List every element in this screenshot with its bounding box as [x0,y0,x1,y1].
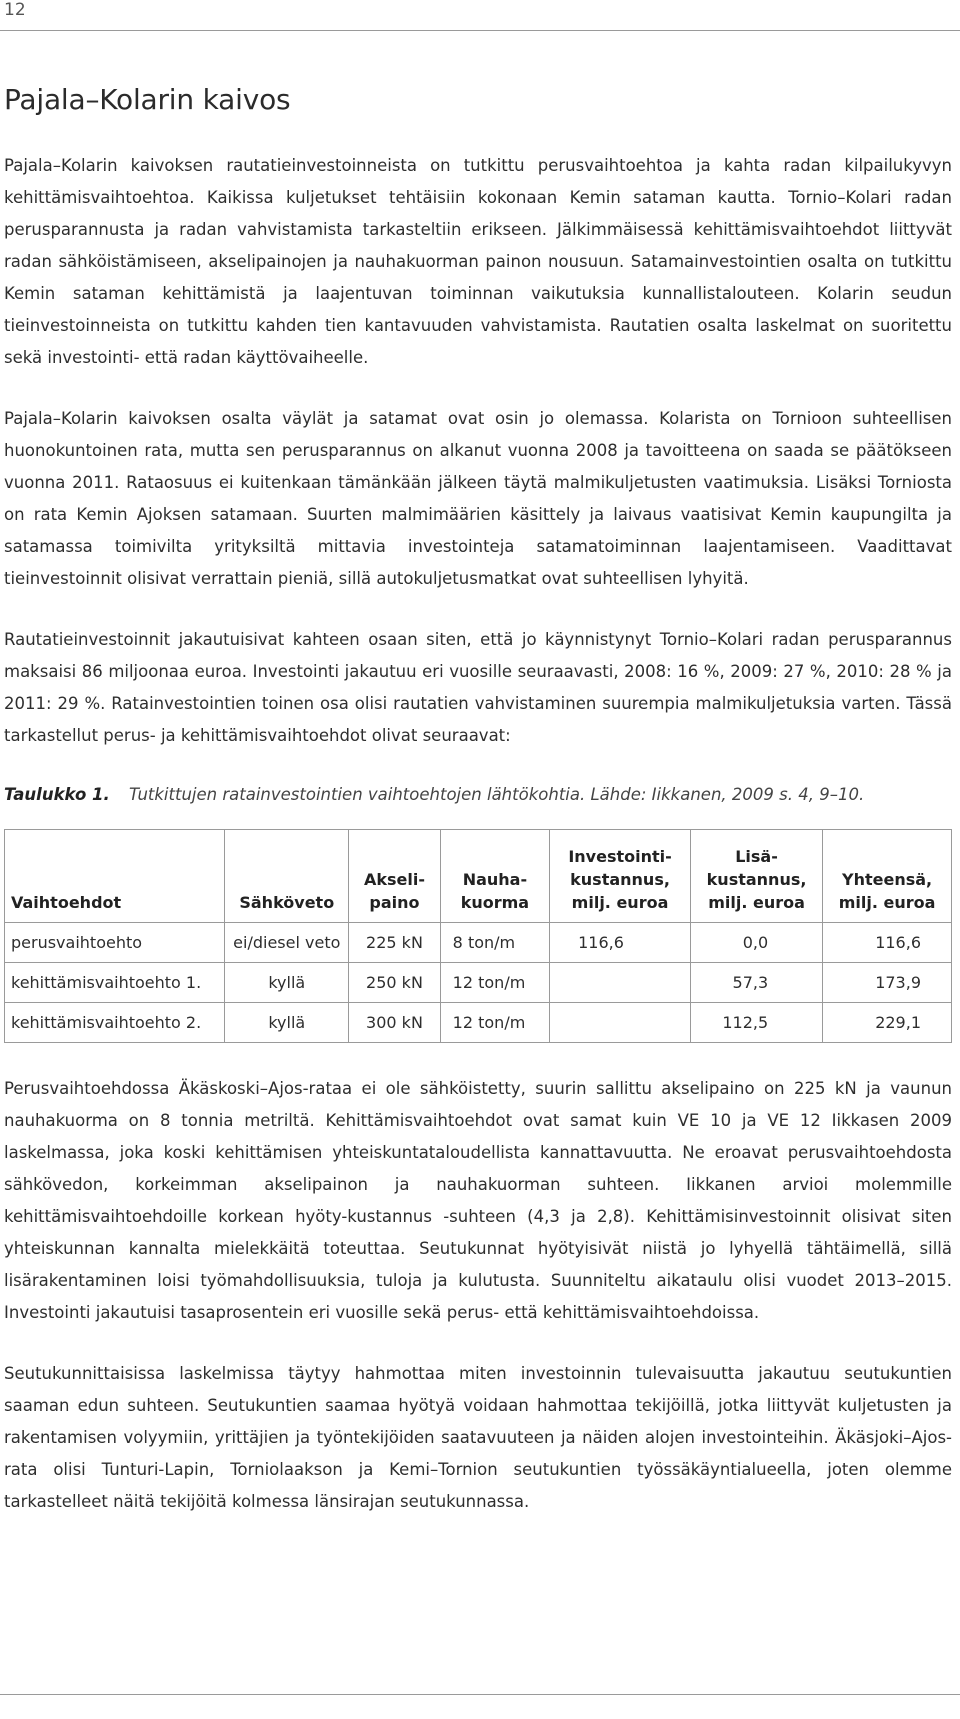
cell-axle-load: 300 kN [349,1003,440,1043]
cell-total: 116,6 [823,923,952,963]
paragraph-2: Pajala–Kolarin kaivoksen osalta väylät ja satamat ovat osin jo olemassa. Kolarista on Tornioon suhteellisen huonokuntoinen rata, mutta sen perusparannus on alkanut vuonna 2008 ja tavoitteena on saada se päätökseen vuonna 2011. Rataosuus ei kuitenkaan tämänkään jälkeen täytä malmikuljetusten vaatimuksia. Lisäksi Torniosta on rata Kemin Ajoksen satamaan. Suurten malmimäärien käsittely ja laivaus vaatisivat Kemin kaupungilta ja satamassa toimivilta yrityksiltä mittavia investointeja satamatoiminnan laajentamiseen. Vaadittavat tieinvestoinnit olisivat verrattain pieniä, sillä autokuljetusmatkat ovat suhteellisen lyhyitä. [4,409,952,588]
cell-electric: kyllä [225,1003,349,1043]
cell-additional: 112,5 [690,1003,822,1043]
bottom-divider [0,1694,960,1695]
table-caption-label: Taulukko 1. [4,785,110,804]
paragraph-5: Seutukunnittaisissa laskelmissa täytyy hahmottaa miten investoinnin tulevaisuutta jakautuu seutukuntien saaman edun suhteen. Seutukuntien saamaa hyötyä voidaan hahmottaa tekijöillä, jotka liittyvät kuljetusten ja rakentamisen volyymiin, yrittäjien ja työntekijöiden saatavuuteen ja näiden alojen investointeihin. Äkäsjoki–Ajos-rata olisi Tunturi-Lapin, Torniolaakson ja Kemi–Tornion seutukuntien työssäkäyntialueella, joten olemme tarkastelleet näitä tekijöitä kolmessa länsirajan seutukunnassa. [4,1364,952,1511]
cell-total: 229,1 [823,1003,952,1043]
cell-investment: 116,6 [550,923,691,963]
cell-axle-load: 225 kN [349,923,440,963]
cell-alternative: perusvaihtoehto [5,923,225,963]
cell-axle-load: 250 kN [349,963,440,1003]
cell-belt-load: 8 ton/m [440,923,549,963]
header-electric-traction: Sähköveto [225,830,349,923]
paragraph-4: Perusvaihtoehdossa Äkäskoski–Ajos-rataa ei ole sähköistetty, suurin sallittu akselipaino on 225 kN ja vaunun nauhakuorma on 8 tonnia metriltä. Kehittämisvaihtoehdot ovat samat kuin VE 10 ja VE 12 Iikkasen 2009 laskelmassa, joka koski kehittämisen yhteiskuntataloudellista kannattavuutta. Ne eroavat perusvaihtoehdosta sähkövedon, korkeimman akselipainon ja nauhakuorman suhteen. Iikkanen arvioi molemmille kehittämisvaihtoehdoille korkean hyöty-kustannus -suhteen (4,3 ja 2,8). Kehittämisinvestoinnit olisivat siten yhteiskunnan kannalta mielekkäitä toteuttaa. Seutukunnat hyötyisivät niistä jo lyhyellä tähtäimellä, sillä lisärakentaminen loisi työmahdollisuuksia, tuloja ja kulutusta. Suunniteltu aikataulu olisi vuodet 2013–2015. Investointi jakautuisi tasaprosentein eri vuosille sekä perus- että kehittämisvaihtoehdoissa. [4,1079,952,1322]
cell-electric: ei/diesel veto [225,923,349,963]
page-number: 12 [4,0,26,20]
header-alternative: Vaihtoehdot [5,830,225,923]
cell-additional: 57,3 [690,963,822,1003]
cell-investment [550,1003,691,1043]
cell-additional: 0,0 [690,923,822,963]
table-caption [4,781,952,809]
paragraph-3: Rautatieinvestoinnit jakautuisivat kahteen osaan siten, että jo käynnistynyt Tornio–Kolari radan perusparannus maksaisi 86 miljoonaa euroa. Investointi jakautuu eri vuosille seuraavasti, 2008: 16 %, 2009: 27 %, 2010: 28 % ja 2011: 29 %. Ratainvestointien toinen osa olisi rautatien vahvistaminen suurempia malmikuljetuksia varten. Tässä tarkastellut perus- ja kehittämisvaihtoehdot olivat seuraavat: [4,630,952,745]
table-header-row [5,830,952,923]
header-additional-cost: Lisä- kustannus, milj. euroa [690,830,822,923]
cell-total: 173,9 [823,963,952,1003]
cell-belt-load: 12 ton/m [440,963,549,1003]
top-divider [0,30,960,31]
cell-electric: kyllä [225,963,349,1003]
cell-alternative: kehittämisvaihtoehto 2. [5,1003,225,1043]
article-title: Pajala–Kolarin kaivos [4,83,291,116]
cell-investment [550,963,691,1003]
cell-alternative: kehittämisvaihtoehto 1. [5,963,225,1003]
rail-investment-table [4,829,952,1043]
paragraph-1: Pajala–Kolarin kaivoksen rautatieinvestoinneista on tutkittu perusvaihtoehtoa ja kahta radan kilpailukyvyn kehittämisvaihtoehtoa. Kaikissa kuljetukset tehtäisiin kokonaan Kemin sataman kautta. Tornio–Kolari radan perusparannusta ja radan vahvistamista tarkasteltiin erikseen. Jälkimmäisessä kehittämisvaihtoehdot liittyvät radan sähköistämiseen, akselipainojen ja nauhakuorman painon nousuun. Satamainvestointien osalta on tutkittu Kemin sataman kehittämistä ja laajentuvan toiminnan vaikutuksia kunnallistalouteen. Kolarin seudun tieinvestoinneista on tutkittu kahden tien kantavuuden vahvistamista. Rautatien osalta laskelmat on suoritettu sekä investointi- että radan käyttövaiheelle. [4,156,952,367]
table-row [5,963,952,1003]
table-caption-text: Tutkittujen ratainvestointien vaihtoehtojen lähtökohtia. Lähde: Iikkanen, 2009 s. 4, 9–10. [129,785,865,804]
table-row [5,923,952,963]
header-belt-load: Nauha- kuorma [440,830,549,923]
cell-belt-load: 12 ton/m [440,1003,549,1043]
table-row [5,1003,952,1043]
header-investment-cost: Investointi- kustannus, milj. euroa [550,830,691,923]
header-total: Yhteensä, milj. euroa [823,830,952,923]
header-axle-load: Akseli- paino [349,830,440,923]
article [4,80,952,1547]
